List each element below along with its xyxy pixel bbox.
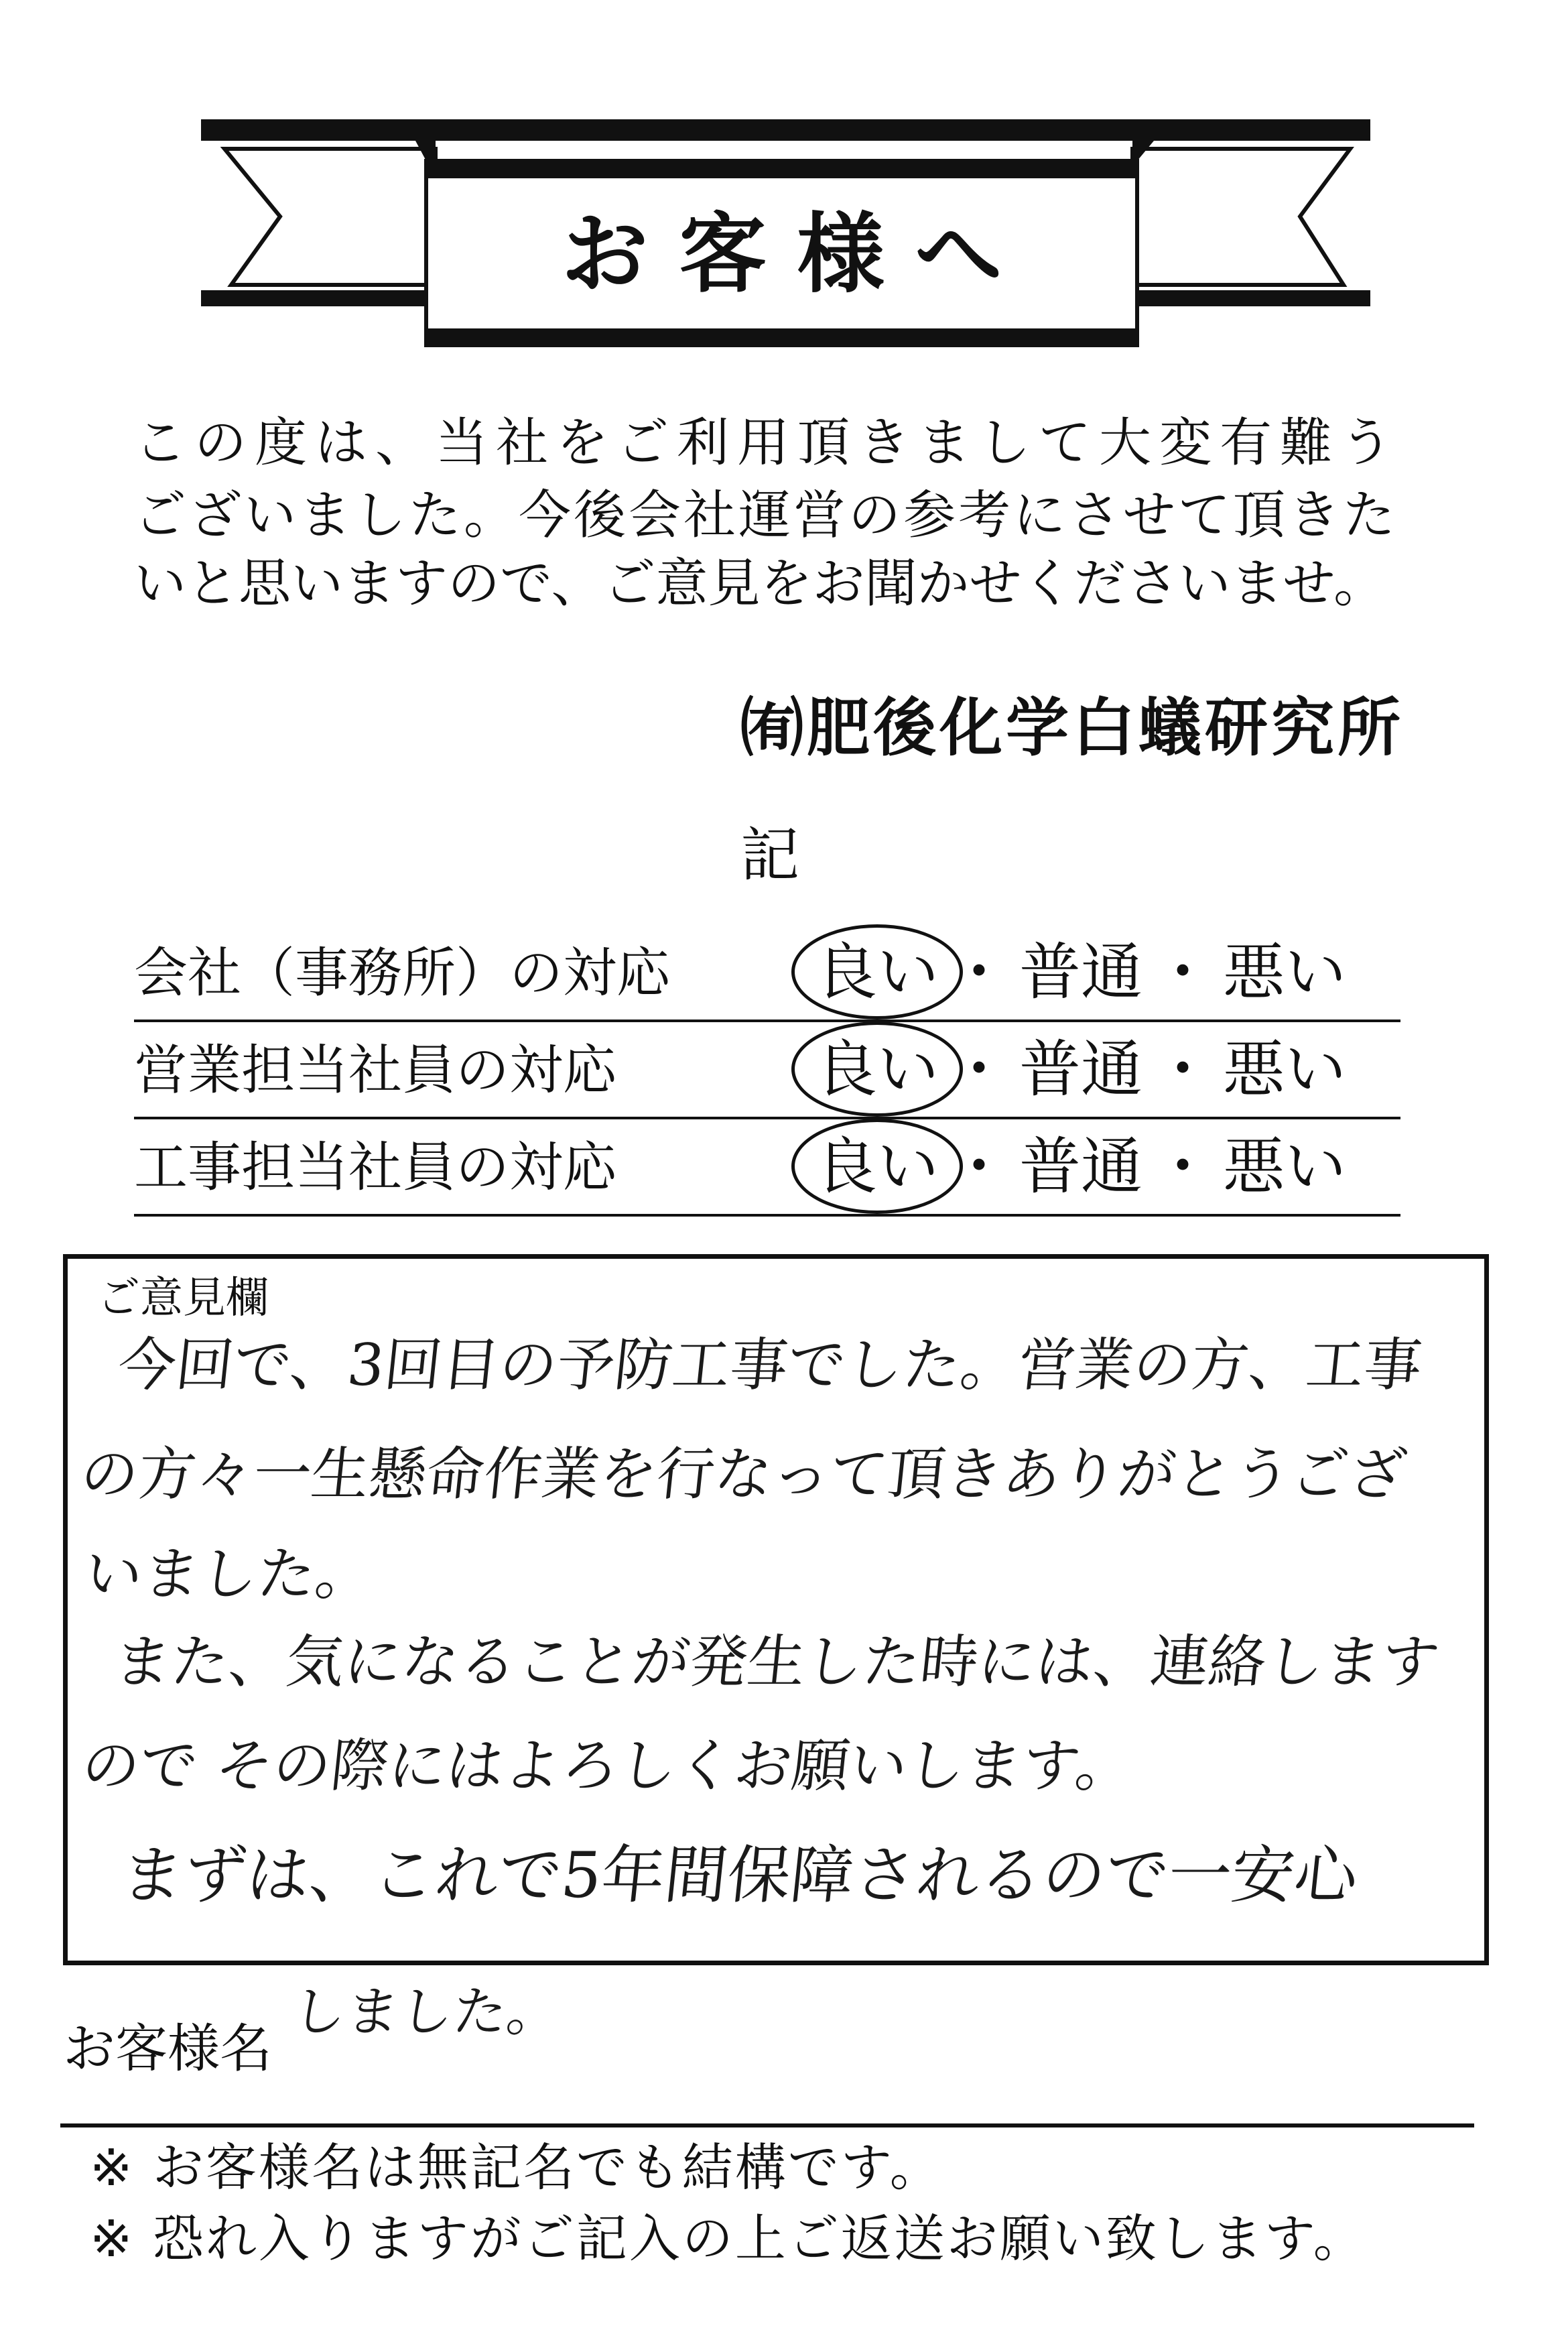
ki-heading: 記 [740,820,800,889]
handwritten-comment-line: いました。 [81,1541,377,1608]
rating-option-label: 悪い [1223,936,1347,1008]
rating-row-construction-staff [134,1119,1400,1217]
rating-row-label: 工事担当社員の対応 [134,1136,616,1198]
handwritten-comment-line: の方々一生懸命作業を行なって頂きありがとうござ [77,1441,1410,1508]
rating-option-label: 悪い [1223,1034,1347,1105]
footnote: ※ 恐れ入りますがご記入の上ご返送お願い致します。 [90,2209,1366,2268]
page-title: お客様へ [561,202,1033,305]
rating-separator: ・ [1152,1034,1214,1105]
banner-top-bar [201,119,1370,141]
handwritten-comment-line: また、気になることが発生した時には、連絡します [110,1629,1443,1696]
intro-line: ございました。今後会社運営の参考にさせて頂きた [134,485,1398,546]
rating-option-bad [1223,936,1347,1008]
company-name: ㈲肥後化学白蟻研究所 [740,692,1404,765]
rating-separator: ・ [948,1131,1010,1202]
rating-option-label: 良い [815,936,939,1008]
handwritten-comment-line: ので その際にはよろしくお願いします。 [78,1733,1137,1800]
rating-row-label: 営業担当社員の対応 [134,1039,616,1101]
banner-right-tail [1132,149,1350,285]
handwritten-comment-line: 今回で、3回目の予防工事でした。営業の方、工事 [115,1332,1425,1399]
rating-option-good [815,1131,939,1202]
rating-separator: ・ [948,936,1010,1008]
rating-option-normal [1019,936,1143,1008]
rating-options [815,1131,1347,1202]
rating-row-label: 会社（事務所）の対応 [134,942,670,1004]
rating-option-label: 良い [815,1131,939,1202]
rating-options [815,936,1347,1008]
rating-separator: ・ [1152,936,1214,1008]
customer-name-line [60,2123,1474,2127]
intro-line: この度は、当社をご利用頂きまして大変有難う [134,413,1401,473]
banner-center-top-band [426,161,1137,178]
rating-row-company [134,925,1400,1022]
rating-option-good [815,936,939,1008]
customer-name-label: お客様名 [63,2019,273,2079]
banner-left-tail [224,149,436,285]
banner-center-bottom-band [426,328,1137,345]
rating-option-normal [1019,1131,1143,1202]
rating-separator: ・ [948,1034,1010,1105]
rating-row-sales-staff [134,1022,1400,1119]
rating-option-label: 悪い [1223,1131,1347,1202]
selection-circle [791,1119,963,1214]
rating-option-bad [1223,1131,1347,1202]
rating-separator: ・ [1152,1131,1214,1202]
rating-option-label: 良い [815,1034,939,1105]
rating-option-label: 普通 [1019,1131,1143,1202]
footnote: ※ お客様名は無記名でも結構です。 [90,2138,943,2197]
rating-option-good [815,1034,939,1105]
rating-option-normal [1019,1034,1143,1105]
selection-circle [791,1022,963,1117]
rating-options [815,1034,1347,1105]
rating-option-label: 普通 [1019,1034,1143,1105]
intro-line: いと思いますので、ご意見をお聞かせくださいませ。 [134,554,1386,614]
rating-option-label: 普通 [1019,936,1143,1008]
selection-circle [791,924,963,1020]
comment-box-label: ご意見欄 [97,1274,269,1323]
rating-option-bad [1223,1034,1347,1105]
handwritten-comment-line: まずは、これで5年間保障されるので一安心 [117,1839,1362,1912]
handwritten-comment-line: しました。 [289,1981,564,2043]
